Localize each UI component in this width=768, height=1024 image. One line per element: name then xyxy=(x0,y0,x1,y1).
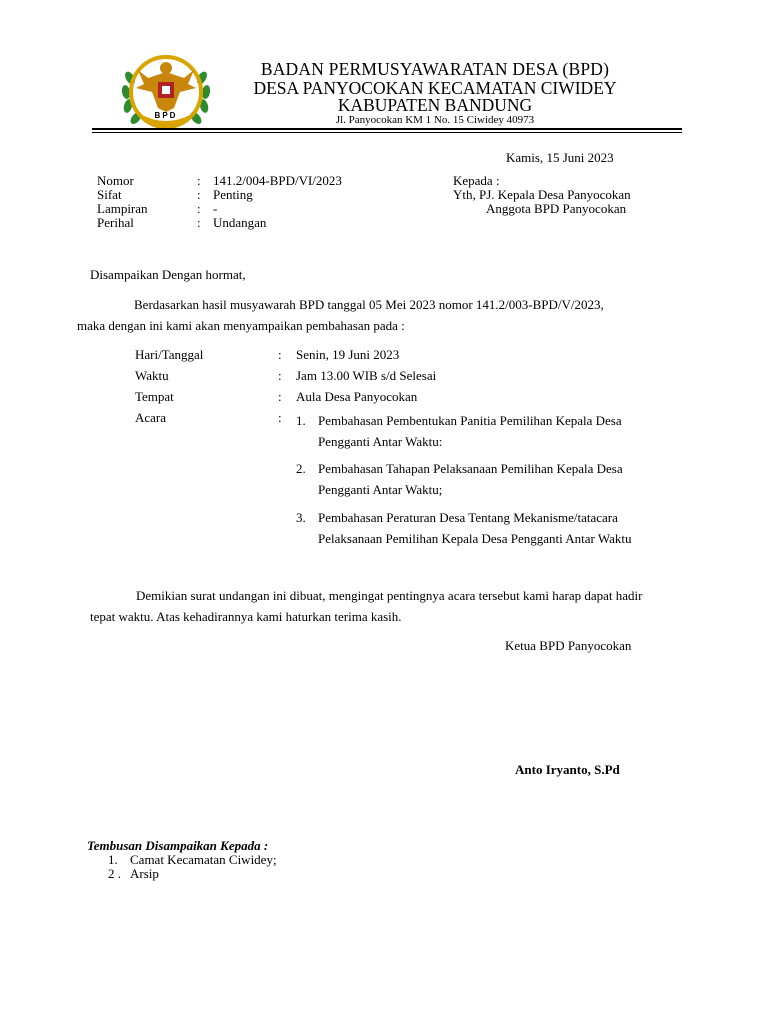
header-divider xyxy=(92,128,682,130)
letter-date: Kamis, 15 Juni 2023 xyxy=(506,150,614,165)
detail-label: Acara xyxy=(135,410,167,425)
cc-item: Arsip xyxy=(130,866,159,881)
meta-value-attachment: - xyxy=(213,201,218,216)
detail-sep: : xyxy=(278,389,282,404)
recipient-line: Anggota BPD Panyocokan xyxy=(486,201,627,216)
regency-name: KABUPATEN BANDUNG xyxy=(337,95,533,115)
meta-label: Nomor xyxy=(97,173,134,188)
header-divider-thin xyxy=(92,132,682,133)
detail-label: Waktu xyxy=(135,368,169,383)
detail-value-place: Aula Desa Panyocokan xyxy=(296,389,418,404)
intro-paragraph: Berdasarkan hasil musyawarah BPD tanggal 05 Mei 2023 nomor 141.2/003-BPD/V/2023, xyxy=(134,297,604,312)
meta-label: Perihal xyxy=(97,215,134,230)
detail-sep: : xyxy=(278,347,282,362)
org-name: BADAN PERMUSYAWARATAN DESA (BPD) xyxy=(260,59,610,79)
village-name: DESA PANYOCOKAN KECAMATAN CIWIDEY xyxy=(253,78,617,98)
closing-paragraph: Demikian surat undangan ini dibuat, mengingat pentingnya acara tersebut kami harap dapat hadir xyxy=(136,588,643,603)
cc-heading: Tembusan Disampaikan Kepada : xyxy=(87,838,269,853)
agenda-item: Pembahasan Peraturan Desa Tentang Mekanisme/tatacara xyxy=(318,510,618,525)
agenda-number: 2. xyxy=(296,461,306,476)
agenda-number: 3. xyxy=(296,510,306,525)
greeting: Disampaikan Dengan hormat, xyxy=(90,267,246,282)
logo-lettering: BPD xyxy=(154,111,178,120)
detail-label: Tempat xyxy=(135,389,174,404)
meta-sep: : xyxy=(197,173,201,188)
meta-value-nature: Penting xyxy=(213,187,253,202)
detail-value-date: Senin, 19 Juni 2023 xyxy=(296,347,400,362)
signature-title: Ketua BPD Panyocokan xyxy=(505,638,632,653)
cc-number: 2 . xyxy=(108,866,121,881)
detail-sep: : xyxy=(278,410,282,425)
recipient-line: Yth, PJ. Kepala Desa Panyocokan xyxy=(453,187,631,202)
agenda-item-cont: Pengganti Antar Waktu; xyxy=(318,482,443,497)
meta-label: Lampiran xyxy=(97,201,148,216)
detail-label: Hari/Tanggal xyxy=(135,347,204,362)
agenda-item: Pembahasan Pembentukan Panitia Pemilihan Kepala Desa xyxy=(318,413,622,428)
cc-item: Camat Kecamatan Ciwidey; xyxy=(130,852,277,867)
intro-paragraph-cont: maka dengan ini kami akan menyampaikan pembahasan pada : xyxy=(77,318,405,333)
agenda-item-cont: Pengganti Antar Waktu: xyxy=(318,434,443,449)
agenda-item-cont: Pelaksanaan Pemilihan Kepala Desa Pengganti Antar Waktu xyxy=(318,531,632,546)
meta-sep: : xyxy=(197,215,201,230)
meta-sep: : xyxy=(197,201,201,216)
closing-paragraph-cont: tepat waktu. Atas kehadirannya kami haturkan terima kasih. xyxy=(90,609,402,624)
recipient-label: Kepada : xyxy=(453,173,500,188)
org-address: Jl. Panyocokan KM 1 No. 15 Ciwidey 40973 xyxy=(335,114,535,126)
meta-sep: : xyxy=(197,187,201,202)
agenda-item: Pembahasan Tahapan Pelaksanaan Pemilihan Kepala Desa xyxy=(318,461,623,476)
meta-label: Sifat xyxy=(97,187,122,202)
detail-value-time: Jam 13.00 WIB s/d Selesai xyxy=(296,368,437,383)
bpd-logo xyxy=(118,48,214,134)
signatory-name: Anto Iryanto, S.Pd xyxy=(515,762,620,777)
meta-value-number: 141.2/004-BPD/VI/2023 xyxy=(213,173,342,188)
detail-sep: : xyxy=(278,368,282,383)
meta-value-subject: Undangan xyxy=(213,215,267,230)
agenda-number: 1. xyxy=(296,413,306,428)
cc-number: 1. xyxy=(108,852,118,867)
